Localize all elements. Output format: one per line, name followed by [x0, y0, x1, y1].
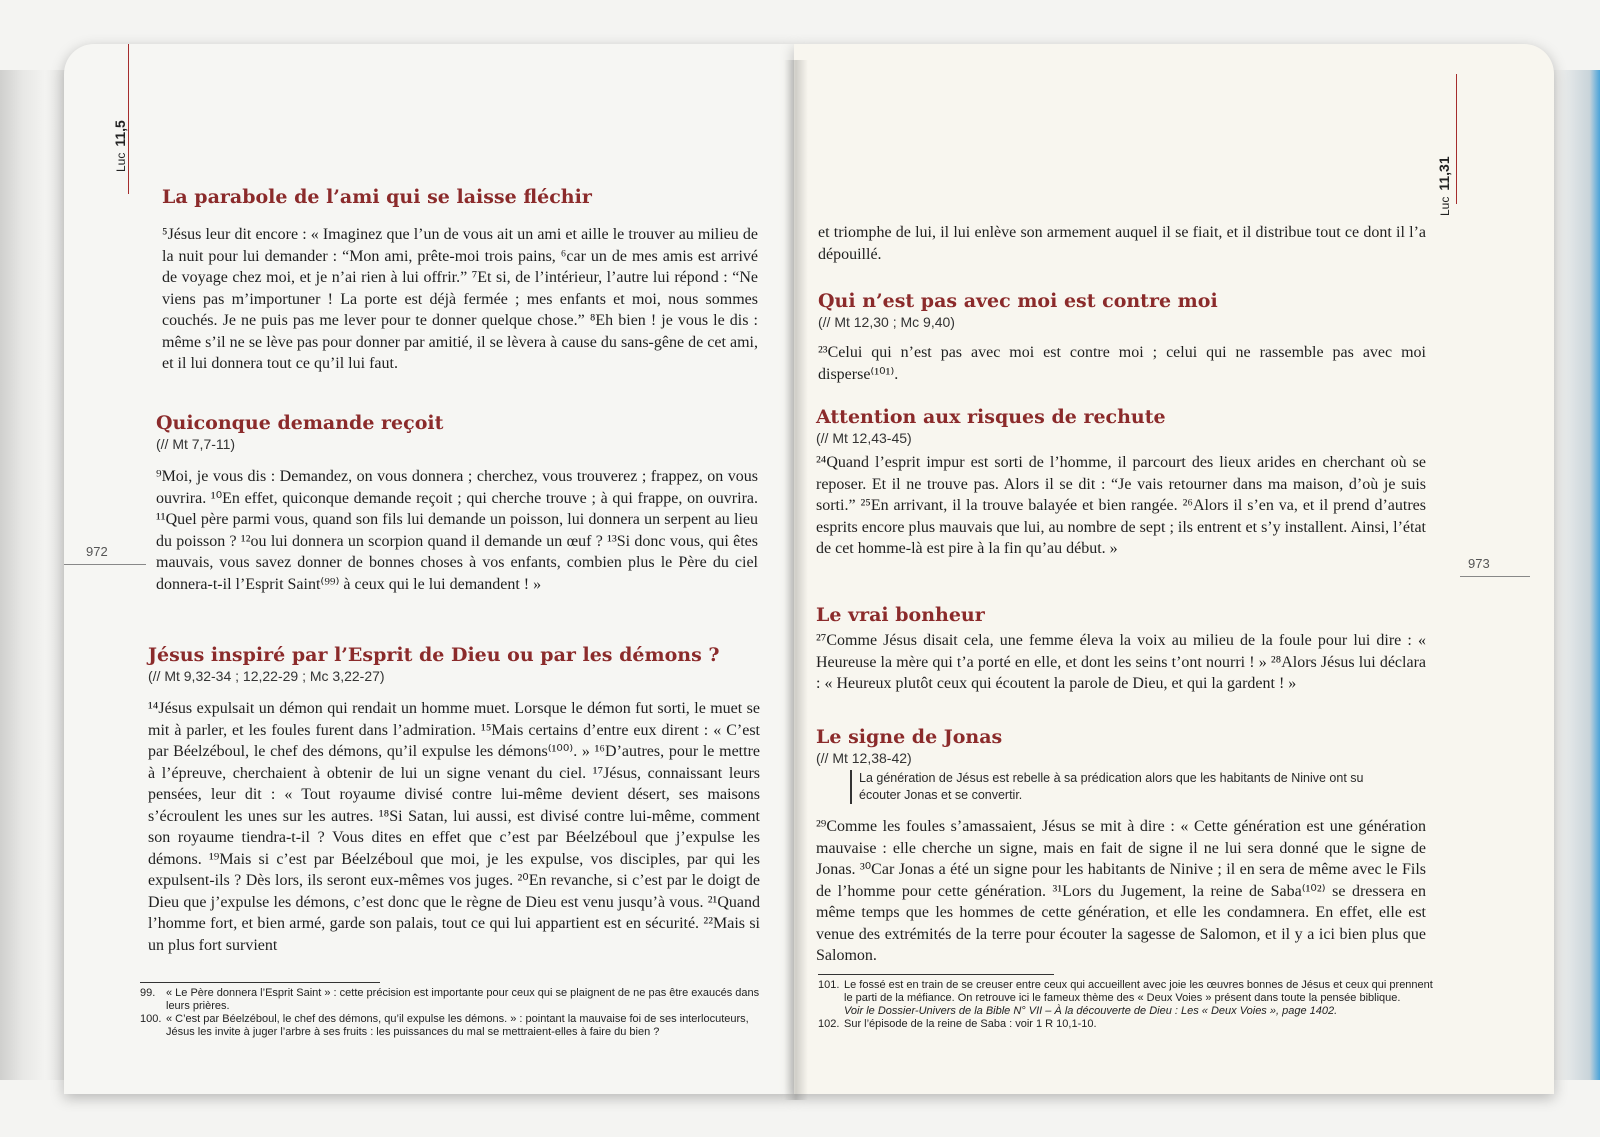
section-heading: Le signe de Jonas [816, 726, 1003, 748]
continuation-text: et triomphe de lui, il lui enlève son armement auquel il se fiait, et il distribue tout ce dont il l’a dépouillé. [818, 224, 1426, 263]
running-head-book: Luc [1438, 196, 1452, 216]
running-head-ref: 11,31 [1436, 156, 1452, 191]
running-head-right [1436, 156, 1454, 216]
footnote-text: Le fossé est en train de se creuser entre ceux qui accueillent avec joie les œuvres bonnes de Jésus et ceux qui prennent le parti de la méfiance. On retrouve ici le fameux thème des « Deux Voies » présent dans toute la pensée biblique. [844, 979, 1433, 1004]
section-qui-nest-pas [818, 290, 1426, 385]
page-number: 972 [86, 544, 108, 559]
section-signe-jonas [816, 726, 1426, 967]
section-quiconque [156, 412, 758, 595]
footnote-number: 102. [818, 1018, 840, 1030]
section-text: ⁹Moi, je vous dis : Demandez, on vous donnera ; cherchez, vous trouverez ; frappez, on vous ouvrira. ¹⁰En effet, quiconque demande reçoit ; qui cherche trouve ; à qui frappe, on ouvrira. ¹¹Quel père parmi vous, quand son fils lui demande un poisson, lui donnera un serpent au lieu du poisson ? ¹²ou lui donnera un scorpion quand il demande un œuf ? ¹³Si donc vous, qui êtes mauvais, vous savez donner de bonnes choses à vos enfants, combien plus le Père du ciel donnera-t-il l’Esprit Saint⁽⁹⁹⁾ à ceux qui le lui demandent ! » [156, 468, 758, 593]
footnote-note: Voir le Dossier-Univers de la Bible N° VII – À la découverte de Dieu : Les « Deux Voies », page 1402. [844, 1005, 1338, 1017]
red-margin-rule [1456, 74, 1457, 204]
section-parallel: (// Mt 9,32-34 ; 12,22-29 ; Mc 3,22-27) [148, 668, 385, 684]
section-text: ⁵Jésus leur dit encore : « Imaginez que l’un de vous ait un ami et aille le trouver au milieu de la nuit pour lui demander : “Mon ami, prête-moi trois pains, ⁶car un de mes amis est arrivé de voyage chez moi, et je n’ai rien à lui offrir.” ⁷Et si, de l’intérieur, l’autre lui répond : “Ne viens pas m’importuner ! La porte est déjà fermée ; mes enfants et moi, nous sommes couchés. Je ne puis pas me lever pour te donner quelque chose.” ⁸Eh bien ! je vous le dis : même s’il ne se lève pas pour donner par amitié, il se lèvera à cause du sans-gêne de cet ami, et il lui donnera tout ce qu’il lui faut. [162, 226, 758, 372]
section-parallel: (// Mt 12,43-45) [816, 430, 912, 446]
footnote-99 [140, 987, 760, 1013]
continuation-text-block [818, 222, 1426, 265]
footnote-rule [140, 982, 380, 983]
running-head-book: Luc [114, 152, 128, 172]
section-heading: Le vrai bonheur [816, 604, 985, 626]
section-jesus-inspire [148, 644, 760, 956]
footnotes-right [818, 974, 1434, 1031]
footnote-number: 99. [140, 987, 156, 999]
section-heading: Attention aux risques de rechute [816, 406, 1166, 428]
section-heading: Jésus inspiré par l’Esprit de Dieu ou par les démons ? [148, 644, 720, 666]
running-head-ref: 11,5 [112, 120, 128, 147]
section-heading: Qui n’est pas avec moi est contre moi [818, 290, 1218, 312]
footnote-100 [140, 1013, 760, 1039]
section-text: ¹⁴Jésus expulsait un démon qui rendait un homme muet. Lorsque le démon fut sorti, le muet se mit à parler, et les foules furent dans l’admiration. ¹⁵Mais certains d’entre eux dirent : « C’est par Béelzéboul, le chef des démons, qu’il expulse les démons⁽¹⁰⁰⁾. » ¹⁶D’autres, pour le mettre à l’épreuve, cherchaient à obtenir de lui un signe venant du ciel. ¹⁷Jésus, connaissant leurs pensées, leur dit : « Tout royaume divisé contre lui-même devient désert, ses maisons s’écroulent les unes sur les autres. ¹⁸Si Satan, lui aussi, est divisé contre lui-même, comment son royaume tiendra-t-il ? Vous dites en effet que c’est par Béelzéboul que j’expulse les démons. ¹⁹Mais si c’est par Béelzéboul que moi, je les expulse, vos disciples, par qui les expulsent-ils ? Dès lors, ils seront eux-mêmes vos juges. ²⁰En revanche, si c’est par le doigt de Dieu que j’expulse les démons, c’est donc que le règne de Dieu est venu jusqu’à vous. ²¹Quand l’homme fort, et bien armé, garde son palais, tout ce qui lui appartient est en sécurité. ²²Mais si un plus fort survient [148, 700, 760, 954]
section-parallel: (// Mt 12,38-42) [816, 750, 912, 766]
section-parallel: (// Mt 7,7-11) [156, 436, 236, 452]
running-head-left [112, 120, 130, 172]
footnote-number: 100. [140, 1013, 162, 1025]
section-vrai-bonheur [816, 604, 1426, 695]
right-page [794, 44, 1554, 1094]
footnote-number: 101. [818, 979, 840, 991]
section-text: ²⁷Comme Jésus disait cela, une femme éleva la voix au milieu de la foule pour lui dire : « Heureuse la mère qui t’a porté en elle, et dont les seins t’ont nourri ! » ²⁸Alors Jésus lui déclara : « Heureux plutôt ceux qui écoutent la parole de Dieu, et qui la gardent ! » [816, 632, 1426, 692]
left-page [64, 44, 794, 1094]
page-number-rule [1460, 576, 1530, 577]
section-intro: La génération de Jésus est rebelle à sa prédication alors que les habitants de Ninive ont su écouter Jonas et se convertir. [850, 770, 1379, 804]
footnote-101 [818, 979, 1434, 1018]
footnote-text: « Le Père donnera l’Esprit Saint » : cette précision est importante pour ceux qui se plaignent de ne pas être exaucés dans leurs prières. [166, 987, 760, 1012]
section-text: ²⁹Comme les foules s’amassaient, Jésus se mit à dire : « Cette génération est une génération mauvaise : elle cherche un signe, mais en fait de signe il ne lui sera donné que le signe de Jonas. ³⁰Car Jonas a été un signe pour les habitants de Ninive ; il en sera de même avec le Fils de l’homme pour cette génération. ³¹Lors du Jugement, la reine de Saba⁽¹⁰²⁾ se dressera en même temps que les hommes de cette génération, et elle les condamnera. En effet, elle est venue des extrémités de la terre pour écouter la sagesse de Salomon, et il y a ici bien plus que Salomon. [816, 818, 1426, 964]
footnote-text: Sur l’épisode de la reine de Saba : voir 1 R 10,1-10. [844, 1018, 1097, 1030]
footnote-text: « C’est par Béelzéboul, le chef des démons, qu’il expulse les démons. » : pointant la mauvaise foi de ses interlocuteurs, Jésus les invite à juger l’arbre à ses fruits : les puissances du mal se mettraient-elles à faire du bien ? [166, 1013, 749, 1038]
page-number-rule [64, 564, 146, 565]
page-number: 973 [1468, 556, 1490, 571]
section-heading: Quiconque demande reçoit [156, 412, 444, 434]
section-rechute [816, 406, 1426, 560]
footnote-rule [818, 974, 1054, 975]
section-text: ²⁴Quand l’esprit impur est sorti de l’homme, il parcourt des lieux arides en cherchant où se reposer. Et il ne trouve pas. Alors il se dit : “Je vais retourner dans ma maison, d’où je suis sorti.” ²⁵En arrivant, il la trouve balayée et bien rangée. ²⁶Alors il s’en va, et il prend d’autres esprits encore plus mauvais que lui, au nombre de sept ; ils entrent et s’y installent. Ainsi, l’état de cet homme-là est pire à la fin qu’au début. » [816, 454, 1426, 557]
section-parabole [162, 186, 758, 375]
section-text: ²³Celui qui n’est pas avec moi est contre moi ; celui qui ne rassemble pas avec moi disperse⁽¹⁰¹⁾. [818, 344, 1426, 383]
section-heading: La parabole de l’ami qui se laisse fléchir [162, 186, 592, 208]
footnote-102 [818, 1018, 1434, 1031]
footnotes-left [140, 982, 760, 1039]
section-parallel: (// Mt 12,30 ; Mc 9,40) [818, 314, 955, 330]
